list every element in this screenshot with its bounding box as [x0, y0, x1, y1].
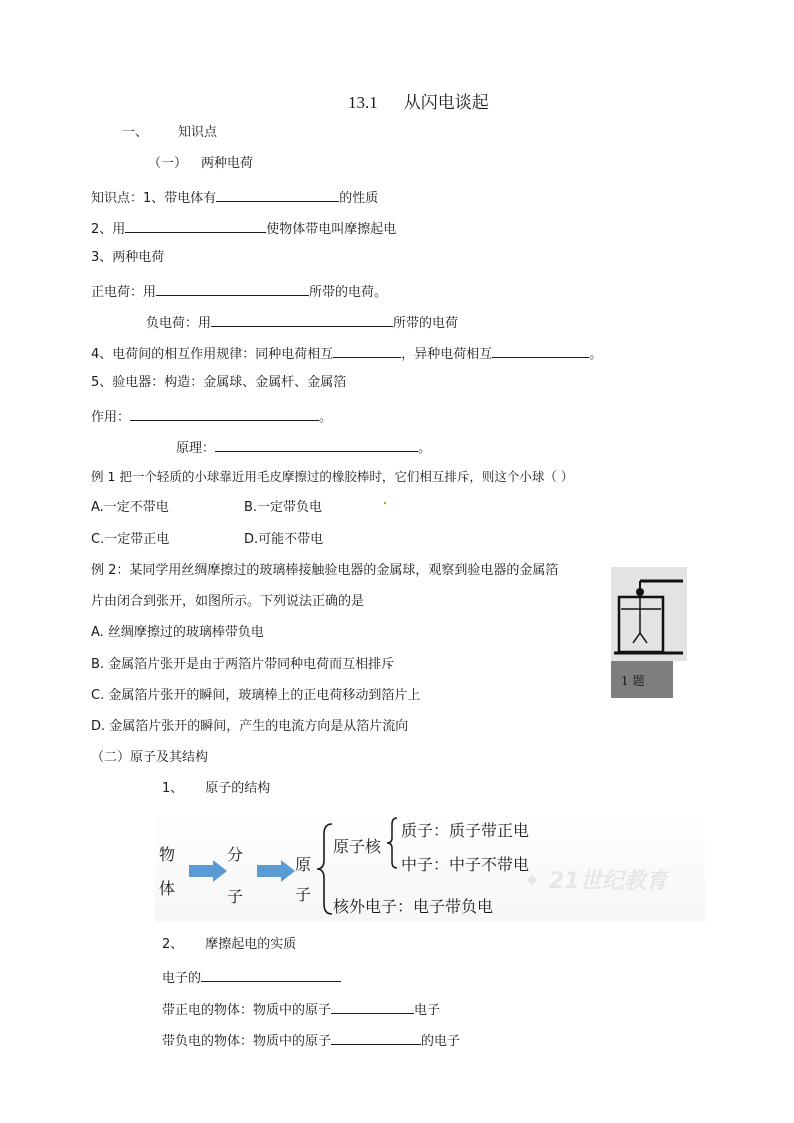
electroscope-figure	[611, 567, 687, 698]
knowledge-point-1: 知识点：1、带电体有 的性质	[91, 188, 378, 207]
answer-blank[interactable]	[201, 968, 341, 982]
function-line: 作用： 。	[91, 407, 332, 426]
diagram-molecule-2: 子	[227, 887, 244, 906]
positive-object-line: 带正电的物体：物质中的原子 电子	[162, 1000, 440, 1019]
answer-blank[interactable]	[492, 344, 589, 358]
diagram-object-1: 物	[159, 845, 176, 864]
arrow-right-icon	[189, 860, 229, 882]
example-2-question-line-2: 片由闭合到张开，如图所示。下列说法正确的是	[91, 594, 365, 609]
figure-label-box	[611, 661, 673, 698]
electroscope-image	[611, 567, 687, 661]
item-2-heading: 2、 摩擦起电的实质	[162, 937, 297, 952]
diagram-object-2: 体	[159, 879, 176, 898]
diagram-neutron: 中子：中子不带电	[401, 855, 530, 874]
answer-blank[interactable]	[331, 1000, 414, 1014]
diagram-nucleus: 原子核	[333, 837, 382, 856]
example-2-question-line-1: 例 2：某同学用丝绸摩擦过的玻璃棒接触验电器的金属球，观察到验电器的金属箔	[91, 563, 559, 578]
answer-blank[interactable]	[130, 407, 319, 421]
section-heading-2: （二）原子及其结构	[91, 750, 209, 765]
electroscope-icon	[611, 567, 687, 661]
principle-line: 原理： 。	[176, 438, 431, 457]
diagram-atom-1: 原	[295, 855, 312, 874]
positive-charge-line: 正电荷：用 所带的电荷。	[91, 282, 387, 301]
diagram-proton: 质子：质子带正电	[401, 821, 530, 840]
subsection-heading-1: （一） 两种电荷	[148, 156, 254, 171]
example-1-option-d: D.可能不带电	[244, 532, 324, 547]
example-1-option-c: C.一定带正电	[91, 532, 170, 547]
example-2-option-b: B. 金属箔片张开是由于两箔片带同种电荷而互相排斥	[91, 657, 395, 672]
knowledge-point-4: 4、电荷间的相互作用规律：同种电荷相互 ，异种电荷相互 。	[91, 344, 602, 363]
example-1-question: 例 1 把一个轻质的小球靠近用毛皮摩擦过的橡胶棒时，它们相互排斥，则这个小球（ ）	[91, 469, 574, 484]
brace-icon	[385, 816, 399, 870]
electron-line: 电子的	[162, 968, 341, 987]
knowledge-point-3: 3、两种电荷	[91, 250, 165, 265]
answer-blank[interactable]	[331, 1031, 421, 1045]
diagram-molecule-1: 分	[227, 845, 244, 864]
section-heading-1: 一、 知识点	[122, 125, 218, 140]
example-2-option-a: A. 丝绸摩擦过的玻璃棒带负电	[91, 625, 264, 640]
answer-blank[interactable]	[215, 438, 418, 452]
answer-blank[interactable]	[216, 188, 339, 202]
arrow-right-icon	[257, 860, 297, 882]
brace-icon	[315, 822, 335, 916]
negative-charge-line: 负电荷：用 所带的电荷	[146, 313, 458, 332]
diagram-electron: 核外电子：电子带负电	[333, 897, 494, 916]
answer-blank[interactable]	[156, 282, 309, 296]
example-1-option-a: A.一定不带电	[91, 500, 169, 515]
example-1-option-b: B.一定带负电	[244, 500, 323, 515]
diagram-atom-2: 子	[295, 885, 312, 904]
atom-structure-diagram	[155, 812, 705, 922]
example-2-option-d: D. 金属箔片张开的瞬间，产生的电流方向是从箔片流向	[91, 719, 409, 734]
answer-blank[interactable]	[125, 219, 266, 233]
knowledge-point-5: 5、验电器：构造：金属球、金属杆、金属箔	[91, 375, 347, 390]
page-title	[348, 88, 489, 113]
example-2-option-c: C. 金属箔片张开的瞬间，玻璃棒上的正电荷移动到箔片上	[91, 688, 421, 703]
answer-blank[interactable]	[333, 344, 401, 358]
negative-object-line: 带负电的物体：物质中的原子 的电子	[162, 1031, 460, 1050]
stray-mark	[384, 502, 386, 504]
section-number: 13.1	[348, 93, 378, 112]
knowledge-point-2: 2、用 使物体带电叫摩擦起电	[91, 219, 396, 238]
watermark-logo: ✦ 21世纪教育	[523, 869, 668, 894]
item-1-heading: 1、 原子的结构	[162, 781, 271, 796]
answer-blank[interactable]	[211, 313, 393, 327]
figure-label: 1 题	[621, 674, 645, 688]
title-text: 从闪电谈起	[403, 93, 489, 112]
